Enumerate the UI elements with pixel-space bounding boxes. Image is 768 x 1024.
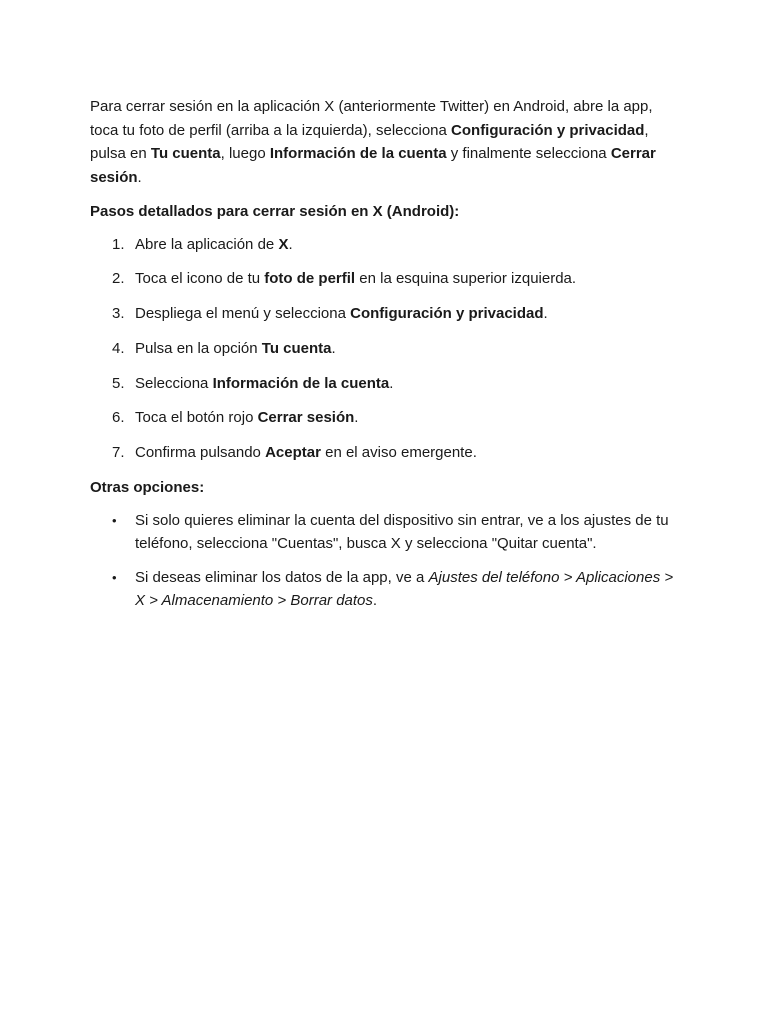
steps-list (90, 233, 672, 465)
step-number: 7. (112, 444, 125, 462)
intro-text-1: Para cerrar sesión en la aplicación X (anteriormente Twitter) en Android, abre la app, toca tu foto de perfil (arriba a la izquierda), selecciona (90, 98, 653, 139)
step-item (90, 302, 672, 326)
steps-heading: Pasos detallados para cerrar sesión en X (Android): (90, 203, 460, 220)
other-options-heading: Otras opciones: (90, 479, 205, 497)
step-bold: Tu cuenta (261, 339, 332, 357)
intro-text-2: , pulsa en (90, 121, 649, 162)
step-item (90, 337, 672, 361)
step-item (90, 406, 672, 430)
step-bold: Configuración y privacidad (350, 305, 544, 323)
bullet-item (90, 566, 680, 613)
step-text: Selecciona (135, 374, 213, 392)
step-number: 5. (112, 374, 125, 392)
step-text-end: en el aviso emergente. (320, 444, 477, 462)
intro-bold-cerrar-sesion: Cerrar sesión (90, 145, 656, 186)
step-text-end: . (288, 235, 293, 253)
step-text: Abre la aplicación de (135, 235, 279, 253)
intro-text-4: y finalmente selecciona (446, 145, 611, 162)
step-text: Toca el icono de tu (135, 270, 265, 288)
step-number: 6. (112, 409, 125, 427)
bullet-text: Si deseas eliminar los datos de la app, ve a (135, 568, 429, 586)
step-bold: foto de perfil (264, 270, 356, 288)
bullet-dot: • (112, 569, 117, 585)
bullet-dot: • (112, 512, 117, 528)
intro-paragraph (90, 95, 672, 189)
step-item (90, 267, 672, 291)
step-text-end: en la esquina superior izquierda. (355, 270, 577, 288)
step-text-end: . (354, 409, 359, 427)
step-item (90, 441, 672, 465)
step-number: 1. (112, 235, 125, 253)
step-text-end: . (389, 374, 394, 392)
step-text: Despliega el menú y selecciona (135, 305, 351, 323)
step-text-end: . (543, 305, 548, 323)
intro-bold-tu-cuenta: Tu cuenta (150, 145, 221, 162)
bullet-text: Si solo quieres eliminar la cuenta del dispositivo sin entrar, ve a los ajustes de tu teléfono, selecciona "Cuentas", busca X y selecciona "Quitar cuenta". (135, 511, 669, 553)
bullet-italic-path: Ajustes del teléfono > Aplicaciones > X > Almacenamiento > Borrar datos (135, 568, 674, 610)
step-number: 3. (112, 305, 125, 323)
bullet-text-end: . (372, 592, 378, 610)
intro-bold-config: Configuración y privacidad (451, 121, 645, 139)
step-bold: Cerrar sesión (257, 409, 355, 427)
step-text-end: . (331, 339, 336, 357)
step-number: 4. (112, 339, 125, 357)
step-bold: X (278, 235, 289, 253)
step-text: Confirma pulsando (135, 444, 266, 462)
other-options-list (90, 509, 672, 613)
intro-text-5: . (137, 168, 142, 186)
step-bold: Información de la cuenta (212, 374, 390, 392)
step-item (90, 372, 672, 396)
step-number: 2. (112, 270, 125, 288)
step-text: Pulsa en la opción (135, 339, 262, 357)
intro-bold-info-cuenta: Información de la cuenta (269, 145, 447, 162)
step-text: Toca el botón rojo (135, 409, 258, 427)
step-bold: Aceptar (265, 444, 321, 462)
step-item (90, 233, 672, 257)
bullet-item (90, 509, 680, 556)
intro-text-3: , luego (220, 145, 270, 162)
